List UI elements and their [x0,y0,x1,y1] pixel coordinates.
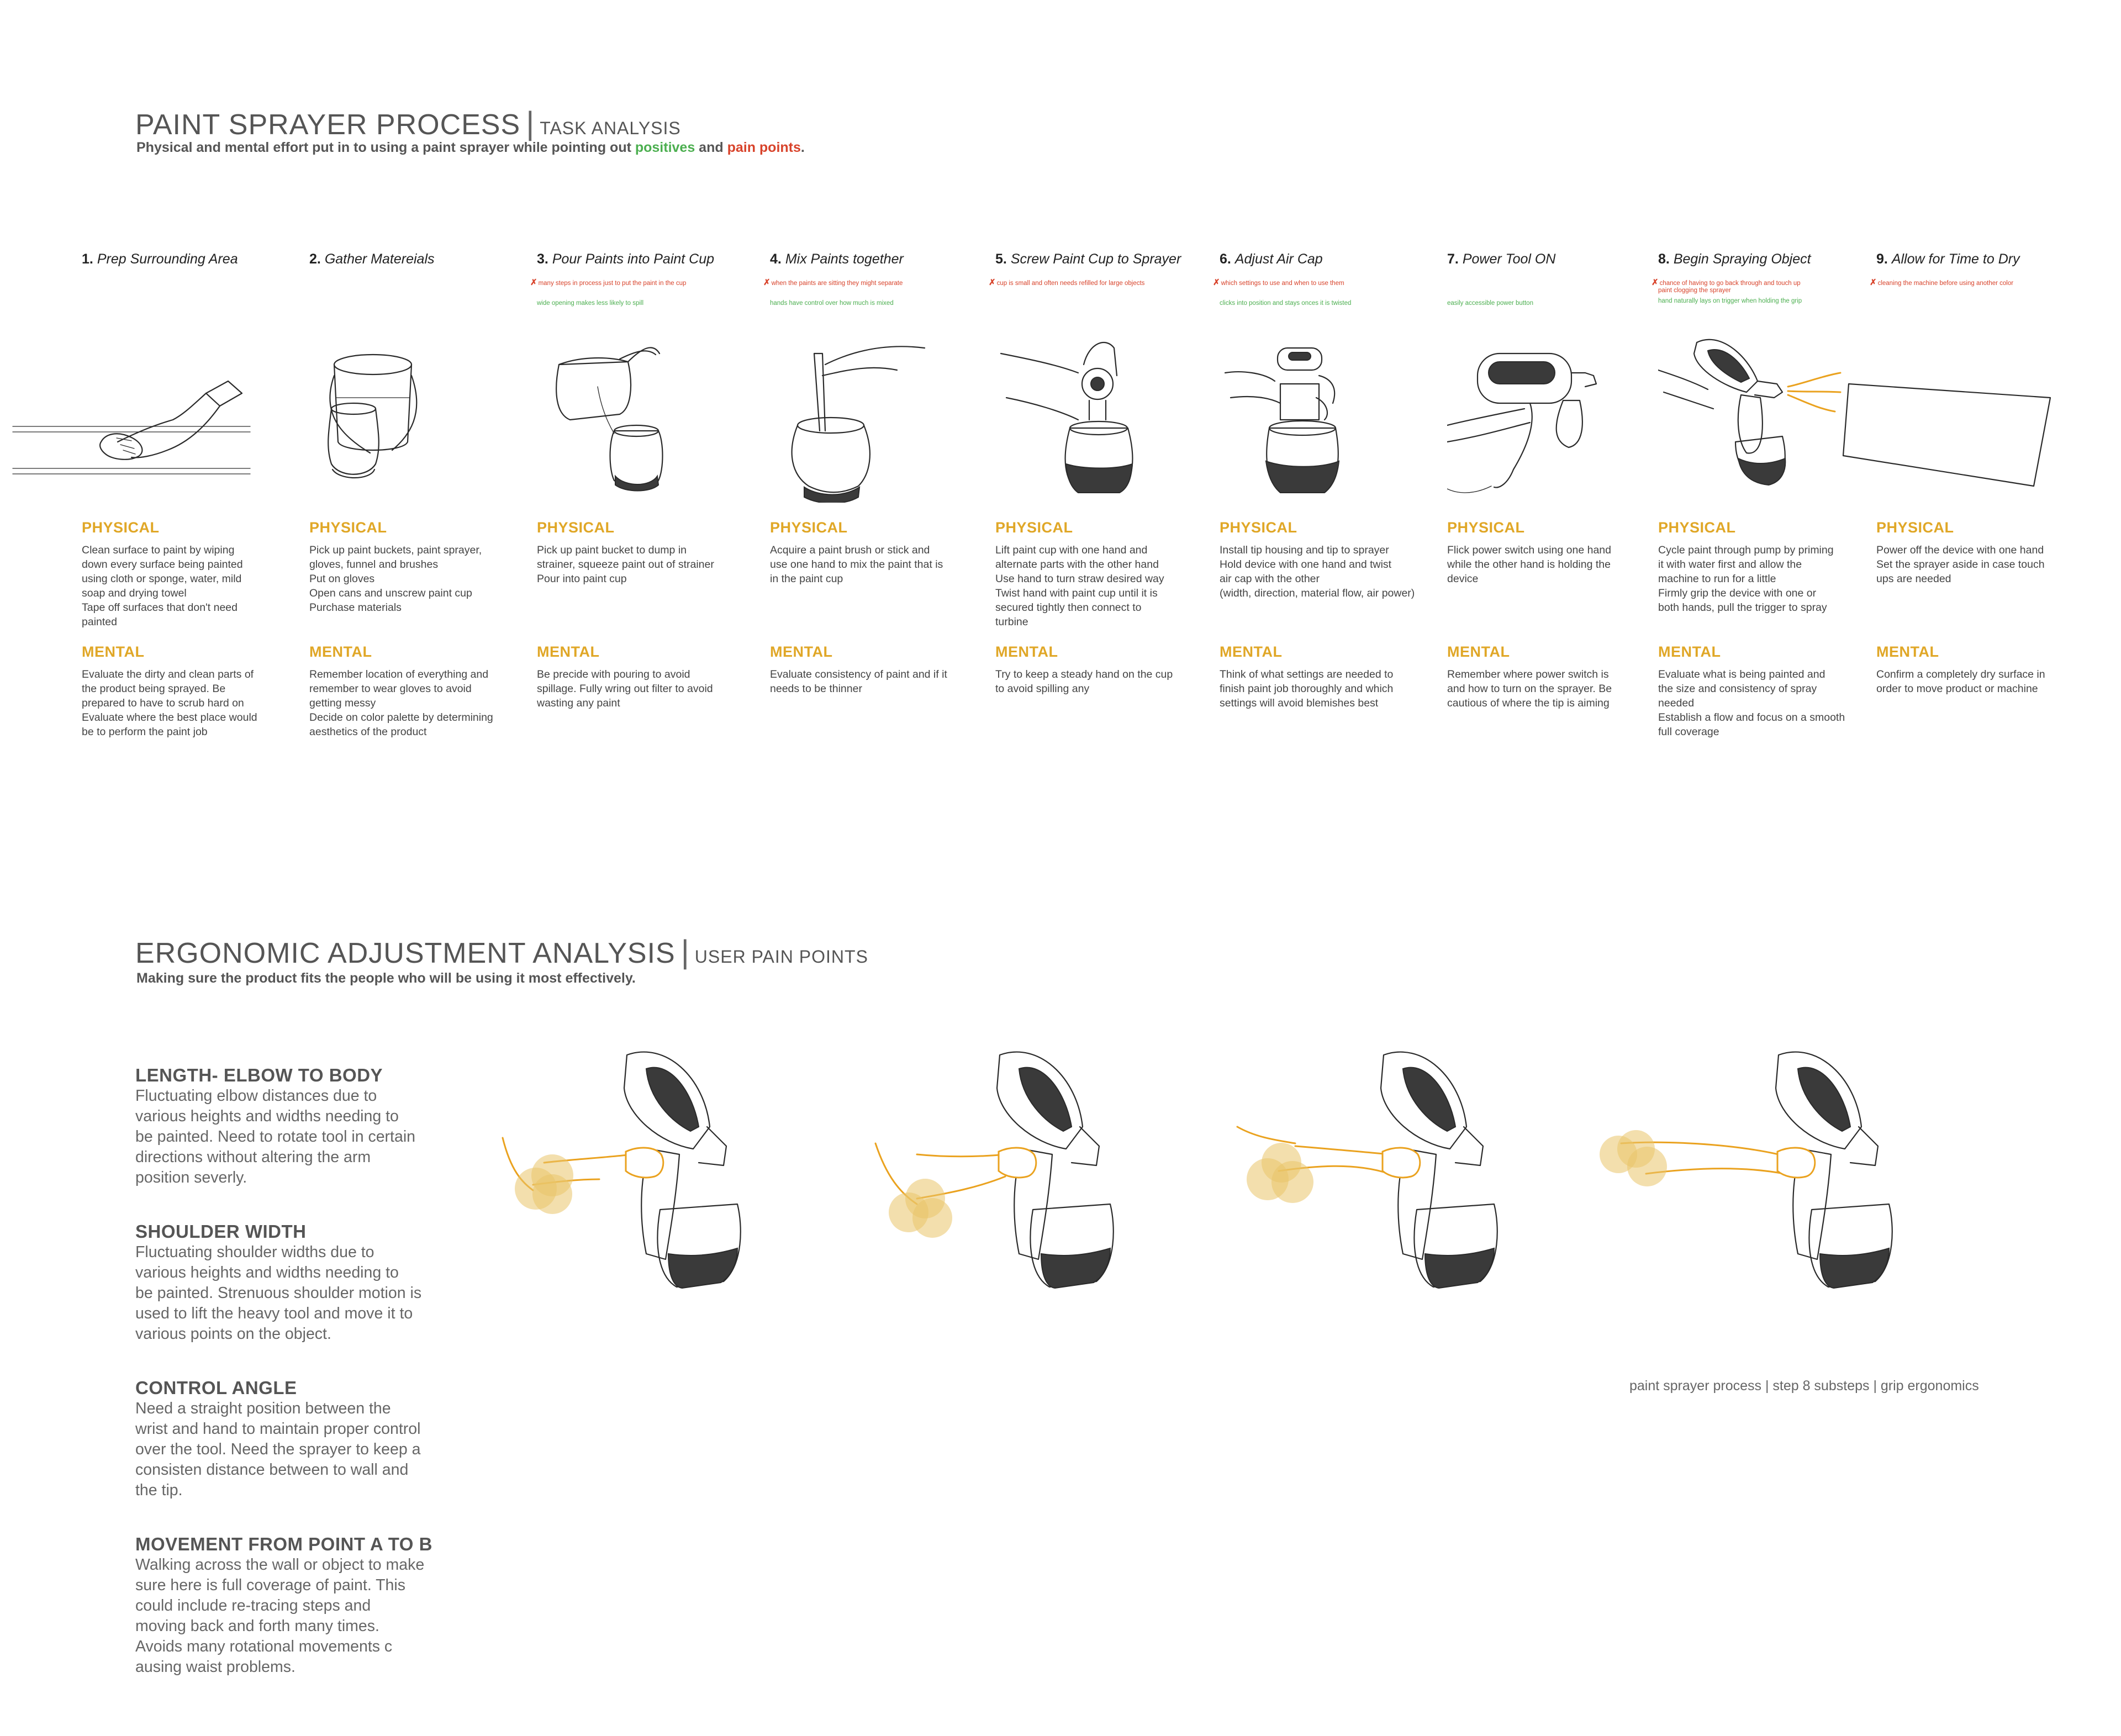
physical-text: Flick power switch using one hand while the other hand is holding the device [1447,544,1611,585]
process-title-main: PAINT SPRAYER PROCESS [135,109,521,141]
step-title [309,251,435,267]
air-cap-icon [1220,331,1429,503]
physical-text: Acquire a paint brush or stick and use one hand to mix the paint that is in the paint cup [770,544,943,585]
mental-label: MENTAL [309,643,372,660]
process-title [135,105,681,142]
power-switch-icon [1447,331,1657,503]
pain-note-text: cup is small and often needs refilled for large objects [996,280,1145,287]
paint-bucket-icon [309,331,519,503]
pain-note [1652,279,1801,287]
wiping-hand-icon [7,331,256,503]
step-name: Mix Paints together [785,251,904,267]
requirement-shoulder [135,1221,467,1344]
ergonomic-description: Making sure the product fits the people who will be using it most effectively. [136,970,636,986]
physical-text: Clean surface to paint by wiping down every surface being painted using cloth or sponge, water, mild soap and drying towel Tape off surfaces that don't need painted [82,544,243,628]
mental-label: MENTAL [82,643,145,660]
step-title [995,251,1181,267]
ergonomic-title-separator: | [680,934,689,970]
mental-label: MENTAL [1220,643,1283,660]
ergonomic-subtitle: USER PAIN POINTS [694,947,868,967]
step-number: 6. [1220,251,1231,267]
physical-text: Pick up paint bucket to dump in strainer, squeeze paint out of strainer Pour into paint cup [537,544,714,585]
mental-label: MENTAL [995,643,1058,660]
ergonomic-title-main: ERGONOMIC ADJUSTMENT ANALYSIS [135,937,676,969]
step-title [82,251,238,267]
step-6 [1213,243,1438,751]
physical-label: PHYSICAL [1658,519,1736,536]
physical-text: Lift paint cup with one hand and alternate parts with the other hand Use hand to turn straw desired way Twist hand with paint cup until it is secured tightly then connect to turbine [995,544,1164,628]
mental-text: Evaluate consistency of paint and if it needs to be thinner [770,668,947,695]
process-description [136,140,805,156]
physical-label: PHYSICAL [309,519,387,536]
physical-text: Power off the device with one hand Set the sprayer aside in case touch ups are needed [1876,544,2045,585]
requirement-control-angle [135,1378,467,1501]
step-title [1220,251,1323,267]
step-7 [1447,243,1665,751]
pain-note-text: cleaning the machine before using another color [1877,280,2014,287]
mental-label: MENTAL [1876,643,1939,660]
pain-x-icon: ✗ [1652,278,1659,287]
step-name: Power Tool ON [1462,251,1556,267]
physical-text: Install tip housing and tip to sprayer Hold device with one hand and twist air cap with the other (width, direction, material flow, air power) [1220,544,1415,599]
requirement-text: Fluctuating shoulder widths due to various heights and widths needing to be painted. Strenuous shoulder motion is used to lift the heavy tool and move it to various points on the object. [135,1243,422,1343]
screw-cup-icon [995,331,1205,503]
pain-note-text: many steps in process just to put the paint in the cup [538,280,687,287]
step-title [770,251,904,267]
mental-label: MENTAL [537,643,600,660]
mental-text: Try to keep a steady hand on the cup to avoid spilling any [995,668,1173,695]
grip-substep-4 [1596,1044,1939,1309]
step-1 [82,243,300,751]
physical-text: Pick up paint buckets, paint sprayer, gloves, funnel and brushes Put on gloves Open cans and unscrew paint cup Purchase materials [309,544,482,614]
pain-x-icon: ✗ [1870,278,1877,287]
positive-note: clicks into position and stays onces it is twisted [1220,300,1352,307]
step-2 [309,243,527,751]
mental-text: Think of what settings are needed to finish paint job thoroughly and which settings will avoid blemishes best [1220,668,1394,709]
pain-x-icon: ✗ [763,278,771,287]
step-name: Pour Paints into Paint Cup [552,251,715,267]
positive-note: easily accessible power button [1447,300,1533,307]
requirement-text: Need a straight position between the wrist and hand to maintain proper control over the tool. Need the sprayer to keep a consisten distance between to wall and the tip. [135,1400,421,1499]
step-name: Begin Spraying Object [1673,251,1811,267]
pain-note [989,279,1144,287]
pain-points-keyword: pain points [727,140,801,155]
pain-note [530,279,686,287]
process-desc-text: Physical and mental effort put in to using a paint sprayer while pointing out [136,140,635,155]
pain-note [1213,279,1344,287]
pain-x-icon: ✗ [530,278,537,287]
step-title [1876,251,2020,267]
step-number: 9. [1876,251,1888,267]
step-number: 7. [1447,251,1459,267]
physical-label: PHYSICAL [82,519,160,536]
pain-note [763,279,903,287]
mental-label: MENTAL [1447,643,1510,660]
requirement-text: Fluctuating elbow distances due to various heights and widths needing to be painted. Need to rotate tool in certain directions without altering the arm position severly. [135,1087,416,1186]
step-number: 1. [82,251,93,267]
physical-label: PHYSICAL [1447,519,1525,536]
requirement-movement [135,1534,467,1677]
step-name: Prep Surrounding Area [97,251,238,267]
requirement-heading: LENGTH- ELBOW TO BODY [135,1065,383,1085]
step-name: Allow for Time to Dry [1891,251,2020,267]
grip-caption: paint sprayer process | step 8 substeps | grip ergonomics [1629,1378,1979,1394]
pain-note [1870,279,2013,287]
step-number: 5. [995,251,1007,267]
physical-label: PHYSICAL [1876,519,1954,536]
drying-board-icon [1832,331,2070,503]
mental-text: Remember location of everything and remember to wear gloves to avoid getting messy Decide on color palette by determining aesthetics of the product [309,668,493,738]
step-title [537,251,714,267]
pain-x-icon: ✗ [1213,278,1220,287]
process-desc-end: . [800,140,805,155]
ergonomic-title [135,933,868,970]
process-desc-and: and [695,140,727,155]
grip-substep-2 [873,1044,1215,1309]
step-title [1658,251,1811,267]
mental-text: Evaluate the dirty and clean parts of the product being sprayed. Be prepared to have to scrub hard on Evaluate where the best place would be to perform the paint job [82,668,257,738]
mixing-paint-icon [770,331,980,503]
physical-label: PHYSICAL [537,519,615,536]
mental-label: MENTAL [1658,643,1721,660]
mental-text: Confirm a completely dry surface in order to move product or machine [1876,668,2045,695]
physical-label: PHYSICAL [1220,519,1297,536]
step-number: 4. [770,251,782,267]
process-title-separator: | [526,105,535,141]
positives-keyword: positives [635,140,695,155]
physical-label: PHYSICAL [995,519,1073,536]
pain-x-icon: ✗ [989,278,996,287]
pain-note-text: when the paints are sitting they might separate [771,280,903,287]
mental-text: Remember where power switch is and how to turn on the sprayer. Be cautious of where the tip is aiming [1447,668,1612,709]
requirement-length [135,1065,467,1188]
grip-substep-1 [500,1044,842,1309]
pain-note-text: which settings to use and when to use them [1221,280,1344,287]
mental-text: Be precide with pouring to avoid spillage. Fully wring out filter to avoid wasting any paint [537,668,713,709]
positive-note: hand naturally lays on trigger when holding the grip [1658,298,1802,304]
pain-note-text: chance of having to go back through and touch up [1659,280,1801,287]
step-3 [530,243,755,751]
requirement-heading: MOVEMENT FROM POINT A TO B [135,1534,432,1554]
pouring-paint-icon [537,331,747,503]
positive-note: hands have control over how much is mixed [770,300,894,307]
step-name: Screw Paint Cup to Sprayer [1010,251,1181,267]
mental-label: MENTAL [770,643,833,660]
mental-text: Evaluate what is being painted and the size and consistency of spray needed Establish a flow and focus on a smooth full coverage [1658,668,1845,738]
step-title [1447,251,1555,267]
step-4 [763,243,988,751]
grip-substep-3 [1234,1044,1577,1309]
step-5 [989,243,1213,751]
step-number: 8. [1658,251,1670,267]
step-9 [1870,243,2094,751]
step-name: Adjust Air Cap [1234,251,1323,267]
step-number: 2. [309,251,321,267]
step-number: 3. [537,251,548,267]
requirement-text: Walking across the wall or object to make sure here is full coverage of paint. This could include re-tracing steps and moving back and forth many times. Avoids many rotational movements c ausing waist problems. [135,1556,425,1676]
step-name: Gather Matereials [324,251,435,267]
positive-note: wide opening makes less likely to spill [537,300,644,307]
requirement-heading: SHOULDER WIDTH [135,1221,307,1242]
process-subtitle: TASK ANALYSIS [540,118,681,138]
requirement-heading: CONTROL ANGLE [135,1378,297,1398]
physical-label: PHYSICAL [770,519,848,536]
pain-note-2: paint clogging the sprayer [1658,287,1731,294]
physical-text: Cycle paint through pump by priming it with water first and allow the machine to run for a little Firmly grip the device with one or both hands, pull the trigger to spray [1658,544,1834,614]
